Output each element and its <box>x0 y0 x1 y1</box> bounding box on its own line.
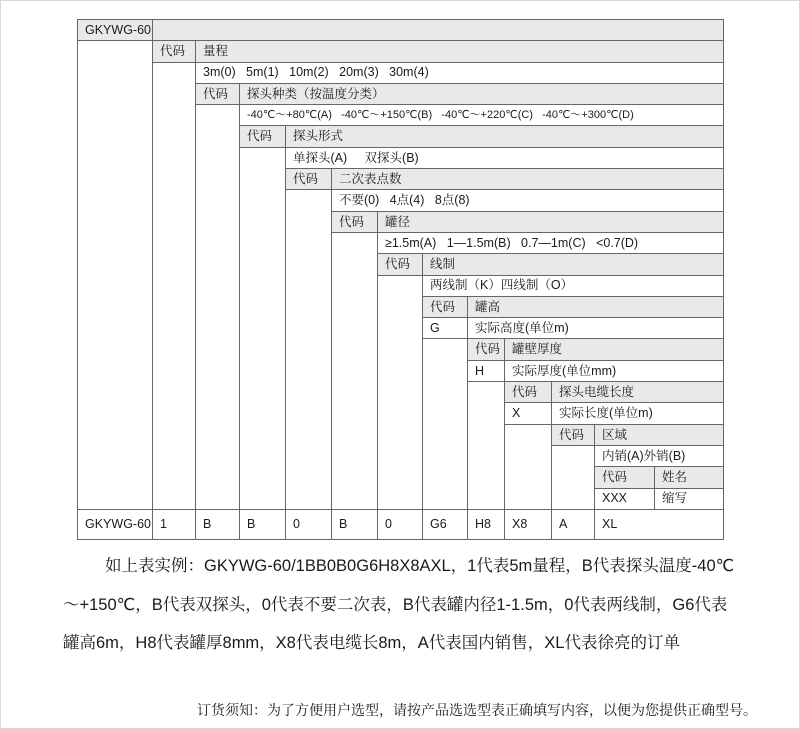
table-cell: GKYWG-60 <box>78 20 153 41</box>
table-cell: 探头电缆长度 <box>552 382 724 403</box>
table-cell: 实际长度(单位m) <box>552 403 724 424</box>
table-cell <box>153 63 196 510</box>
table-cell <box>78 41 153 510</box>
table-cell: 代码 <box>505 382 552 403</box>
table-cell: 0 <box>378 510 423 540</box>
example-line-2: ～+150℃，B代表双探头，0代表不要二次表，B代表罐内径1-1.5m，0代表两线制，G6代表 <box>63 595 728 614</box>
table-cell: 罐壁厚度 <box>505 339 724 360</box>
table-cell: 区域 <box>595 425 724 446</box>
table-cell: B <box>196 510 240 540</box>
table-cell: 代码 <box>286 169 332 190</box>
table-cell: ≥1.5m(A) 1—1.5m(B) 0.7—1m(C) <0.7(D) <box>378 233 724 254</box>
table-cell: B <box>332 510 378 540</box>
table-cell: 罐高 <box>468 297 724 318</box>
order-note: 订货须知：为了方便用户选型，请按产品选选型表正确填写内容，以便为您提供正确型号。 <box>197 702 757 718</box>
table-cell: 量程 <box>196 41 724 62</box>
table-cell: 代码 <box>552 425 595 446</box>
table-cell: 实际厚度(单位mm) <box>505 361 724 382</box>
table-cell: 代码 <box>153 41 196 62</box>
table-cell: 3m(0) 5m(1) 10m(2) 20m(3) 30m(4) <box>196 63 724 84</box>
table-cell: 姓名 <box>655 467 724 488</box>
table-cell: 实际高度(单位m) <box>468 318 724 339</box>
table-cell: 线制 <box>423 254 724 275</box>
table-cell <box>378 276 423 510</box>
table-cell: X8 <box>505 510 552 540</box>
table-cell: 代码 <box>423 297 468 318</box>
table-cell <box>332 233 378 510</box>
table-cell: 代码 <box>468 339 505 360</box>
table-cell <box>240 148 286 510</box>
table-cell: 罐径 <box>378 212 724 233</box>
table-cell: 探头形式 <box>286 126 724 147</box>
table-cell <box>196 105 240 510</box>
table-cell: B <box>240 510 286 540</box>
table-cell: 代码 <box>595 467 655 488</box>
table-cell: -40℃～+80℃(A) -40℃～+150℃(B) -40℃～+220℃(C) -40℃～+300℃(D) <box>240 105 724 126</box>
table-cell: 两线制（K）四线制（O） <box>423 276 724 297</box>
table-cell <box>286 190 332 509</box>
table-cell: H <box>468 361 505 382</box>
product-selection-table <box>77 19 724 540</box>
example-line-3: 罐高6m，H8代表罐厚8mm，X8代表电缆长8m，A代表国内销售，XL代表徐亮的订单 <box>63 634 680 653</box>
table-cell: 1 <box>153 510 196 540</box>
table-cell: H8 <box>468 510 505 540</box>
table-cell <box>423 339 468 509</box>
table-cell <box>468 382 505 510</box>
table-cell: 不要(0) 4点(4) 8点(8) <box>332 190 724 211</box>
table-cell <box>552 446 595 510</box>
table-cell: 探头种类（按温度分类） <box>240 84 724 105</box>
table-cell: A <box>552 510 595 540</box>
table-cell: 0 <box>286 510 332 540</box>
table-cell: 代码 <box>332 212 378 233</box>
example-line-1: 如上表实例：GKYWG-60/1BB0B0G6H8X8AXL，1代表5m量程，B代表探头温度-40℃ <box>105 557 735 575</box>
table-cell: XL <box>595 510 724 540</box>
table-cell: G6 <box>423 510 468 540</box>
table-cell: 缩写 <box>655 489 724 510</box>
table-cell: 代码 <box>240 126 286 147</box>
table-cell: XXX <box>595 489 655 510</box>
table-cell: G <box>423 318 468 339</box>
table-cell: GKYWG-60 <box>78 510 153 540</box>
table-cell: 二次表点数 <box>332 169 724 190</box>
table-cell: X <box>505 403 552 424</box>
example-paragraph <box>63 547 741 663</box>
table-cell: 代码 <box>378 254 423 275</box>
table-cell: 单探头(A) 双探头(B) <box>286 148 724 169</box>
table-cell: 内销(A)外销(B) <box>595 446 724 467</box>
table-cell: 代码 <box>196 84 240 105</box>
table-cell <box>153 20 724 41</box>
table-cell <box>505 425 552 510</box>
